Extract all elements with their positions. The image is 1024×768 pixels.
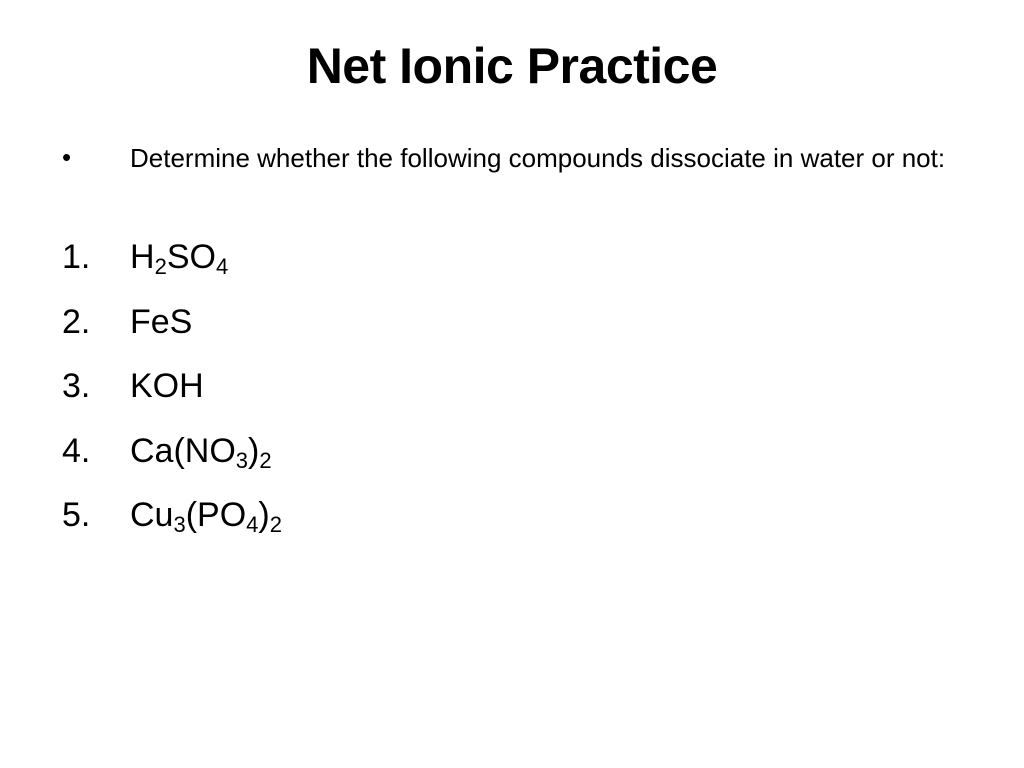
formula-subscript: 2 — [269, 512, 282, 537]
formula-text: (PO — [185, 496, 247, 534]
list-item-number: 1. — [62, 238, 91, 276]
formula-text: SO — [166, 238, 216, 276]
slide-title: Net Ionic Practice — [306, 38, 718, 94]
instruction-bullet — [62, 138, 962, 178]
formula-text: FeS — [130, 302, 193, 341]
formula-subscript: 4 — [215, 254, 229, 279]
formula-text: Cu — [130, 496, 174, 534]
list-item — [62, 490, 662, 555]
formula-text: Ca(NO — [130, 431, 236, 470]
formula-text: ) — [258, 496, 270, 534]
list-item-number: 5. — [62, 496, 91, 534]
bullet-marker: • — [62, 142, 72, 172]
compound-formula — [130, 426, 272, 476]
compound-formula — [130, 297, 192, 347]
compound-formula — [130, 232, 228, 282]
compound-formula — [130, 490, 282, 540]
list-item-number: 2. — [62, 302, 91, 341]
formula-subscript: 4 — [246, 512, 259, 537]
list-item — [62, 297, 662, 362]
instruction-text: Determine whether the following compounds dissociate in water or not: — [130, 143, 946, 173]
formula-text: KOH — [130, 367, 204, 405]
formula-subscript: 2 — [154, 254, 167, 279]
formula-subscript: 3 — [173, 512, 186, 537]
formula-text: ) — [248, 431, 260, 470]
list-item-number: 3. — [62, 367, 91, 405]
formula-subscript: 2 — [259, 447, 272, 473]
list-item — [62, 426, 662, 491]
list-item — [62, 232, 662, 297]
compound-list — [62, 232, 662, 555]
compound-formula — [130, 361, 204, 411]
formula-text: H — [130, 238, 155, 276]
list-item — [62, 361, 662, 426]
list-item-number: 4. — [62, 431, 91, 470]
formula-subscript: 3 — [235, 447, 249, 473]
